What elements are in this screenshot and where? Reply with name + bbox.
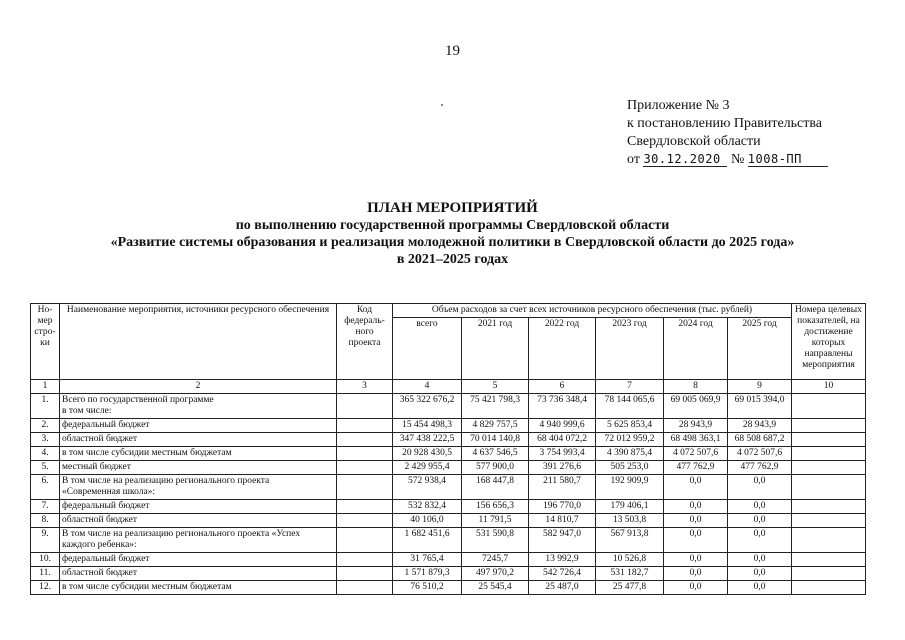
row-code bbox=[337, 461, 393, 475]
value-total: 1 682 451,6 bbox=[393, 528, 462, 553]
value-y2022: 3 754 993,4 bbox=[529, 447, 596, 461]
row-indicators bbox=[792, 475, 866, 500]
value-y2024: 0,0 bbox=[664, 567, 728, 581]
row-code bbox=[337, 581, 393, 595]
col-index: 6 bbox=[529, 380, 596, 394]
value-y2023: 192 909,9 bbox=[596, 475, 664, 500]
row-number: 2. bbox=[31, 419, 60, 433]
value-y2021: 4 637 546,5 bbox=[462, 447, 529, 461]
row-name: областной бюджет bbox=[62, 434, 138, 444]
value-y2023: 13 503,8 bbox=[596, 514, 664, 528]
value-y2021: 577 900,0 bbox=[462, 461, 529, 475]
value-y2025: 0,0 bbox=[728, 581, 792, 595]
col-index: 5 bbox=[462, 380, 529, 394]
value-y2022: 391 276,6 bbox=[529, 461, 596, 475]
table-row bbox=[31, 461, 866, 475]
table-row bbox=[31, 528, 866, 553]
value-y2023: 25 477,8 bbox=[596, 581, 664, 595]
page-number: 19 bbox=[445, 43, 460, 59]
value-y2025: 28 943,9 bbox=[728, 419, 792, 433]
row-name: в том числе субсидии местным бюджетам bbox=[62, 448, 232, 458]
column-index-row bbox=[31, 380, 866, 394]
value-y2025: 0,0 bbox=[728, 475, 792, 500]
row-indicators bbox=[792, 419, 866, 433]
row-name-cell bbox=[60, 553, 337, 567]
row-number: 4. bbox=[31, 447, 60, 461]
col-index: 7 bbox=[596, 380, 664, 394]
header-expenses: Объем расходов за счет всех источников ресурсного обеспечения (тыс. рублей) bbox=[393, 304, 792, 318]
row-indicators bbox=[792, 567, 866, 581]
value-y2024: 0,0 bbox=[664, 581, 728, 595]
row-indicators bbox=[792, 433, 866, 447]
value-y2022: 68 404 072,2 bbox=[529, 433, 596, 447]
row-name: В том числе на реализацию регионального проекта «Успех bbox=[62, 529, 301, 539]
handwritten-number: 1008-ПП bbox=[748, 152, 828, 167]
row-code bbox=[337, 553, 393, 567]
title-line-1: ПЛАН МЕРОПРИЯТИЙ bbox=[367, 200, 538, 216]
table-row bbox=[31, 394, 866, 419]
header-2021: 2021 год bbox=[462, 318, 529, 380]
value-y2022: 582 947,0 bbox=[529, 528, 596, 553]
row-name-cell bbox=[60, 394, 337, 419]
row-name-cell bbox=[60, 419, 337, 433]
value-total: 15 454 498,3 bbox=[393, 419, 462, 433]
col-index: 1 bbox=[31, 380, 60, 394]
col-index: 10 bbox=[792, 380, 866, 394]
row-name: областной бюджет bbox=[62, 568, 138, 578]
value-y2021: 531 590,8 bbox=[462, 528, 529, 553]
value-total: 40 106,0 bbox=[393, 514, 462, 528]
table-row bbox=[31, 500, 866, 514]
header-indicators: Номера целевых показателей, на достижение которых направлены мероприятия bbox=[792, 304, 866, 380]
row-indicators bbox=[792, 553, 866, 567]
row-indicators bbox=[792, 500, 866, 514]
row-name-continuation: «Современная школа»: bbox=[62, 487, 156, 497]
value-y2021: 11 791,5 bbox=[462, 514, 529, 528]
col-index: 4 bbox=[393, 380, 462, 394]
value-y2024: 28 943,9 bbox=[664, 419, 728, 433]
row-name: Всего по государственной программе bbox=[62, 395, 214, 405]
row-number: 10. bbox=[31, 553, 60, 567]
row-indicators bbox=[792, 514, 866, 528]
row-name-cell bbox=[60, 500, 337, 514]
value-total: 76 510,2 bbox=[393, 581, 462, 595]
table-row bbox=[31, 567, 866, 581]
header-2022: 2022 год bbox=[529, 318, 596, 380]
row-name-cell bbox=[60, 461, 337, 475]
title-line-2: по выполнению государственной программы Свердловской области bbox=[235, 218, 670, 233]
value-y2025: 4 072 507,6 bbox=[728, 447, 792, 461]
row-name-cell bbox=[60, 514, 337, 528]
value-y2024: 0,0 bbox=[664, 500, 728, 514]
value-y2025: 0,0 bbox=[728, 500, 792, 514]
value-total: 347 438 222,5 bbox=[393, 433, 462, 447]
plan-table bbox=[30, 303, 866, 595]
row-code bbox=[337, 433, 393, 447]
col-index: 9 bbox=[728, 380, 792, 394]
header-total: всего bbox=[393, 318, 462, 380]
table-row bbox=[31, 447, 866, 461]
value-y2024: 0,0 bbox=[664, 514, 728, 528]
row-name: федеральный бюджет bbox=[62, 501, 150, 511]
row-code bbox=[337, 567, 393, 581]
value-y2024: 477 762,9 bbox=[664, 461, 728, 475]
value-y2023: 72 012 959,2 bbox=[596, 433, 664, 447]
row-name: федеральный бюджет bbox=[62, 420, 150, 430]
table-row bbox=[31, 514, 866, 528]
handwritten-date: 30.12.2020 bbox=[643, 152, 727, 167]
annex-line-1: Приложение № 3 bbox=[627, 98, 730, 113]
row-indicators bbox=[792, 528, 866, 553]
header-row-number: Но-мер стро-ки bbox=[31, 304, 60, 380]
table-row bbox=[31, 553, 866, 567]
value-total: 365 322 676,2 bbox=[393, 394, 462, 419]
value-y2024: 0,0 bbox=[664, 553, 728, 567]
value-y2022: 4 940 999,6 bbox=[529, 419, 596, 433]
value-total: 2 429 955,4 bbox=[393, 461, 462, 475]
row-number: 1. bbox=[31, 394, 60, 419]
value-y2025: 0,0 bbox=[728, 553, 792, 567]
value-total: 532 832,4 bbox=[393, 500, 462, 514]
col-index: 2 bbox=[60, 380, 337, 394]
value-y2022: 211 580,7 bbox=[529, 475, 596, 500]
annex-block bbox=[627, 97, 828, 169]
annex-line-3: Свердловской области bbox=[627, 134, 761, 149]
row-code bbox=[337, 500, 393, 514]
row-indicators bbox=[792, 461, 866, 475]
number-prefix: № bbox=[730, 152, 745, 167]
value-y2024: 68 498 363,1 bbox=[664, 433, 728, 447]
document-title bbox=[0, 200, 905, 268]
value-y2021: 7245,7 bbox=[462, 553, 529, 567]
row-code bbox=[337, 447, 393, 461]
value-y2024: 0,0 bbox=[664, 528, 728, 553]
value-y2022: 13 992,9 bbox=[529, 553, 596, 567]
value-y2024: 4 072 507,6 bbox=[664, 447, 728, 461]
value-y2022: 542 726,4 bbox=[529, 567, 596, 581]
value-y2025: 68 508 687,2 bbox=[728, 433, 792, 447]
row-name: областной бюджет bbox=[62, 515, 138, 525]
value-y2021: 156 656,3 bbox=[462, 500, 529, 514]
col-index: 8 bbox=[664, 380, 728, 394]
row-name: в том числе субсидии местным бюджетам bbox=[62, 582, 232, 592]
row-number: 5. bbox=[31, 461, 60, 475]
row-name-cell bbox=[60, 447, 337, 461]
value-y2023: 531 182,7 bbox=[596, 567, 664, 581]
value-total: 31 765,4 bbox=[393, 553, 462, 567]
value-total: 1 571 879,3 bbox=[393, 567, 462, 581]
row-indicators bbox=[792, 581, 866, 595]
plan-table-body bbox=[31, 394, 866, 595]
row-name: федеральный бюджет bbox=[62, 554, 150, 564]
value-y2023: 10 526,8 bbox=[596, 553, 664, 567]
value-y2023: 78 144 065,6 bbox=[596, 394, 664, 419]
value-y2025: 0,0 bbox=[728, 514, 792, 528]
value-y2021: 4 829 757,5 bbox=[462, 419, 529, 433]
date-prefix: от bbox=[627, 152, 640, 167]
value-y2025: 0,0 bbox=[728, 528, 792, 553]
header-row-1 bbox=[31, 304, 866, 318]
value-y2025: 69 015 394,0 bbox=[728, 394, 792, 419]
value-y2023: 567 913,8 bbox=[596, 528, 664, 553]
value-y2022: 73 736 348,4 bbox=[529, 394, 596, 419]
table-row bbox=[31, 581, 866, 595]
row-indicators bbox=[792, 394, 866, 419]
row-name: местный бюджет bbox=[62, 462, 131, 472]
value-y2023: 5 625 853,4 bbox=[596, 419, 664, 433]
value-y2022: 25 487,0 bbox=[529, 581, 596, 595]
row-number: 8. bbox=[31, 514, 60, 528]
value-y2024: 69 005 069,9 bbox=[664, 394, 728, 419]
row-name-cell bbox=[60, 433, 337, 447]
row-code bbox=[337, 528, 393, 553]
value-y2023: 505 253,0 bbox=[596, 461, 664, 475]
scan-speck bbox=[441, 104, 443, 106]
row-number: 12. bbox=[31, 581, 60, 595]
value-y2025: 0,0 bbox=[728, 567, 792, 581]
row-name-continuation: каждого ребенка»: bbox=[62, 540, 137, 550]
row-code bbox=[337, 475, 393, 500]
row-name-continuation: в том числе: bbox=[62, 406, 112, 416]
table-row bbox=[31, 433, 866, 447]
value-y2025: 477 762,9 bbox=[728, 461, 792, 475]
annex-date-line bbox=[627, 151, 828, 169]
value-y2023: 179 406,1 bbox=[596, 500, 664, 514]
table-row bbox=[31, 419, 866, 433]
value-y2021: 75 421 798,3 bbox=[462, 394, 529, 419]
header-2025: 2025 год bbox=[728, 318, 792, 380]
row-number: 3. bbox=[31, 433, 60, 447]
header-code: Код федераль-ного проекта bbox=[337, 304, 393, 380]
row-number: 6. bbox=[31, 475, 60, 500]
col-index: 3 bbox=[337, 380, 393, 394]
value-y2022: 196 770,0 bbox=[529, 500, 596, 514]
row-number: 7. bbox=[31, 500, 60, 514]
row-name-cell bbox=[60, 528, 337, 553]
row-indicators bbox=[792, 447, 866, 461]
value-y2023: 4 390 875,4 bbox=[596, 447, 664, 461]
row-code bbox=[337, 394, 393, 419]
row-name: В том числе на реализацию регионального проекта bbox=[62, 476, 270, 486]
row-number: 9. bbox=[31, 528, 60, 553]
row-name-cell bbox=[60, 567, 337, 581]
value-total: 20 928 430,5 bbox=[393, 447, 462, 461]
value-y2021: 25 545,4 bbox=[462, 581, 529, 595]
table-row bbox=[31, 475, 866, 500]
row-code bbox=[337, 419, 393, 433]
value-total: 572 938,4 bbox=[393, 475, 462, 500]
header-2023: 2023 год bbox=[596, 318, 664, 380]
annex-line-2: к постановлению Правительства bbox=[627, 116, 823, 131]
title-line-4: в 2021–2025 годах bbox=[396, 252, 509, 267]
header-2024: 2024 год bbox=[664, 318, 728, 380]
row-code bbox=[337, 514, 393, 528]
row-number: 11. bbox=[31, 567, 60, 581]
value-y2024: 0,0 bbox=[664, 475, 728, 500]
value-y2022: 14 810,7 bbox=[529, 514, 596, 528]
header-name: Наименование мероприятия, источники ресурсного обеспечения bbox=[60, 304, 337, 380]
value-y2021: 497 970,2 bbox=[462, 567, 529, 581]
title-line-3: «Развитие системы образования и реализация молодежной политики в Свердловской области до 2025 года» bbox=[110, 235, 795, 250]
value-y2021: 70 014 140,8 bbox=[462, 433, 529, 447]
row-name-cell bbox=[60, 475, 337, 500]
row-name-cell bbox=[60, 581, 337, 595]
value-y2021: 168 447,8 bbox=[462, 475, 529, 500]
